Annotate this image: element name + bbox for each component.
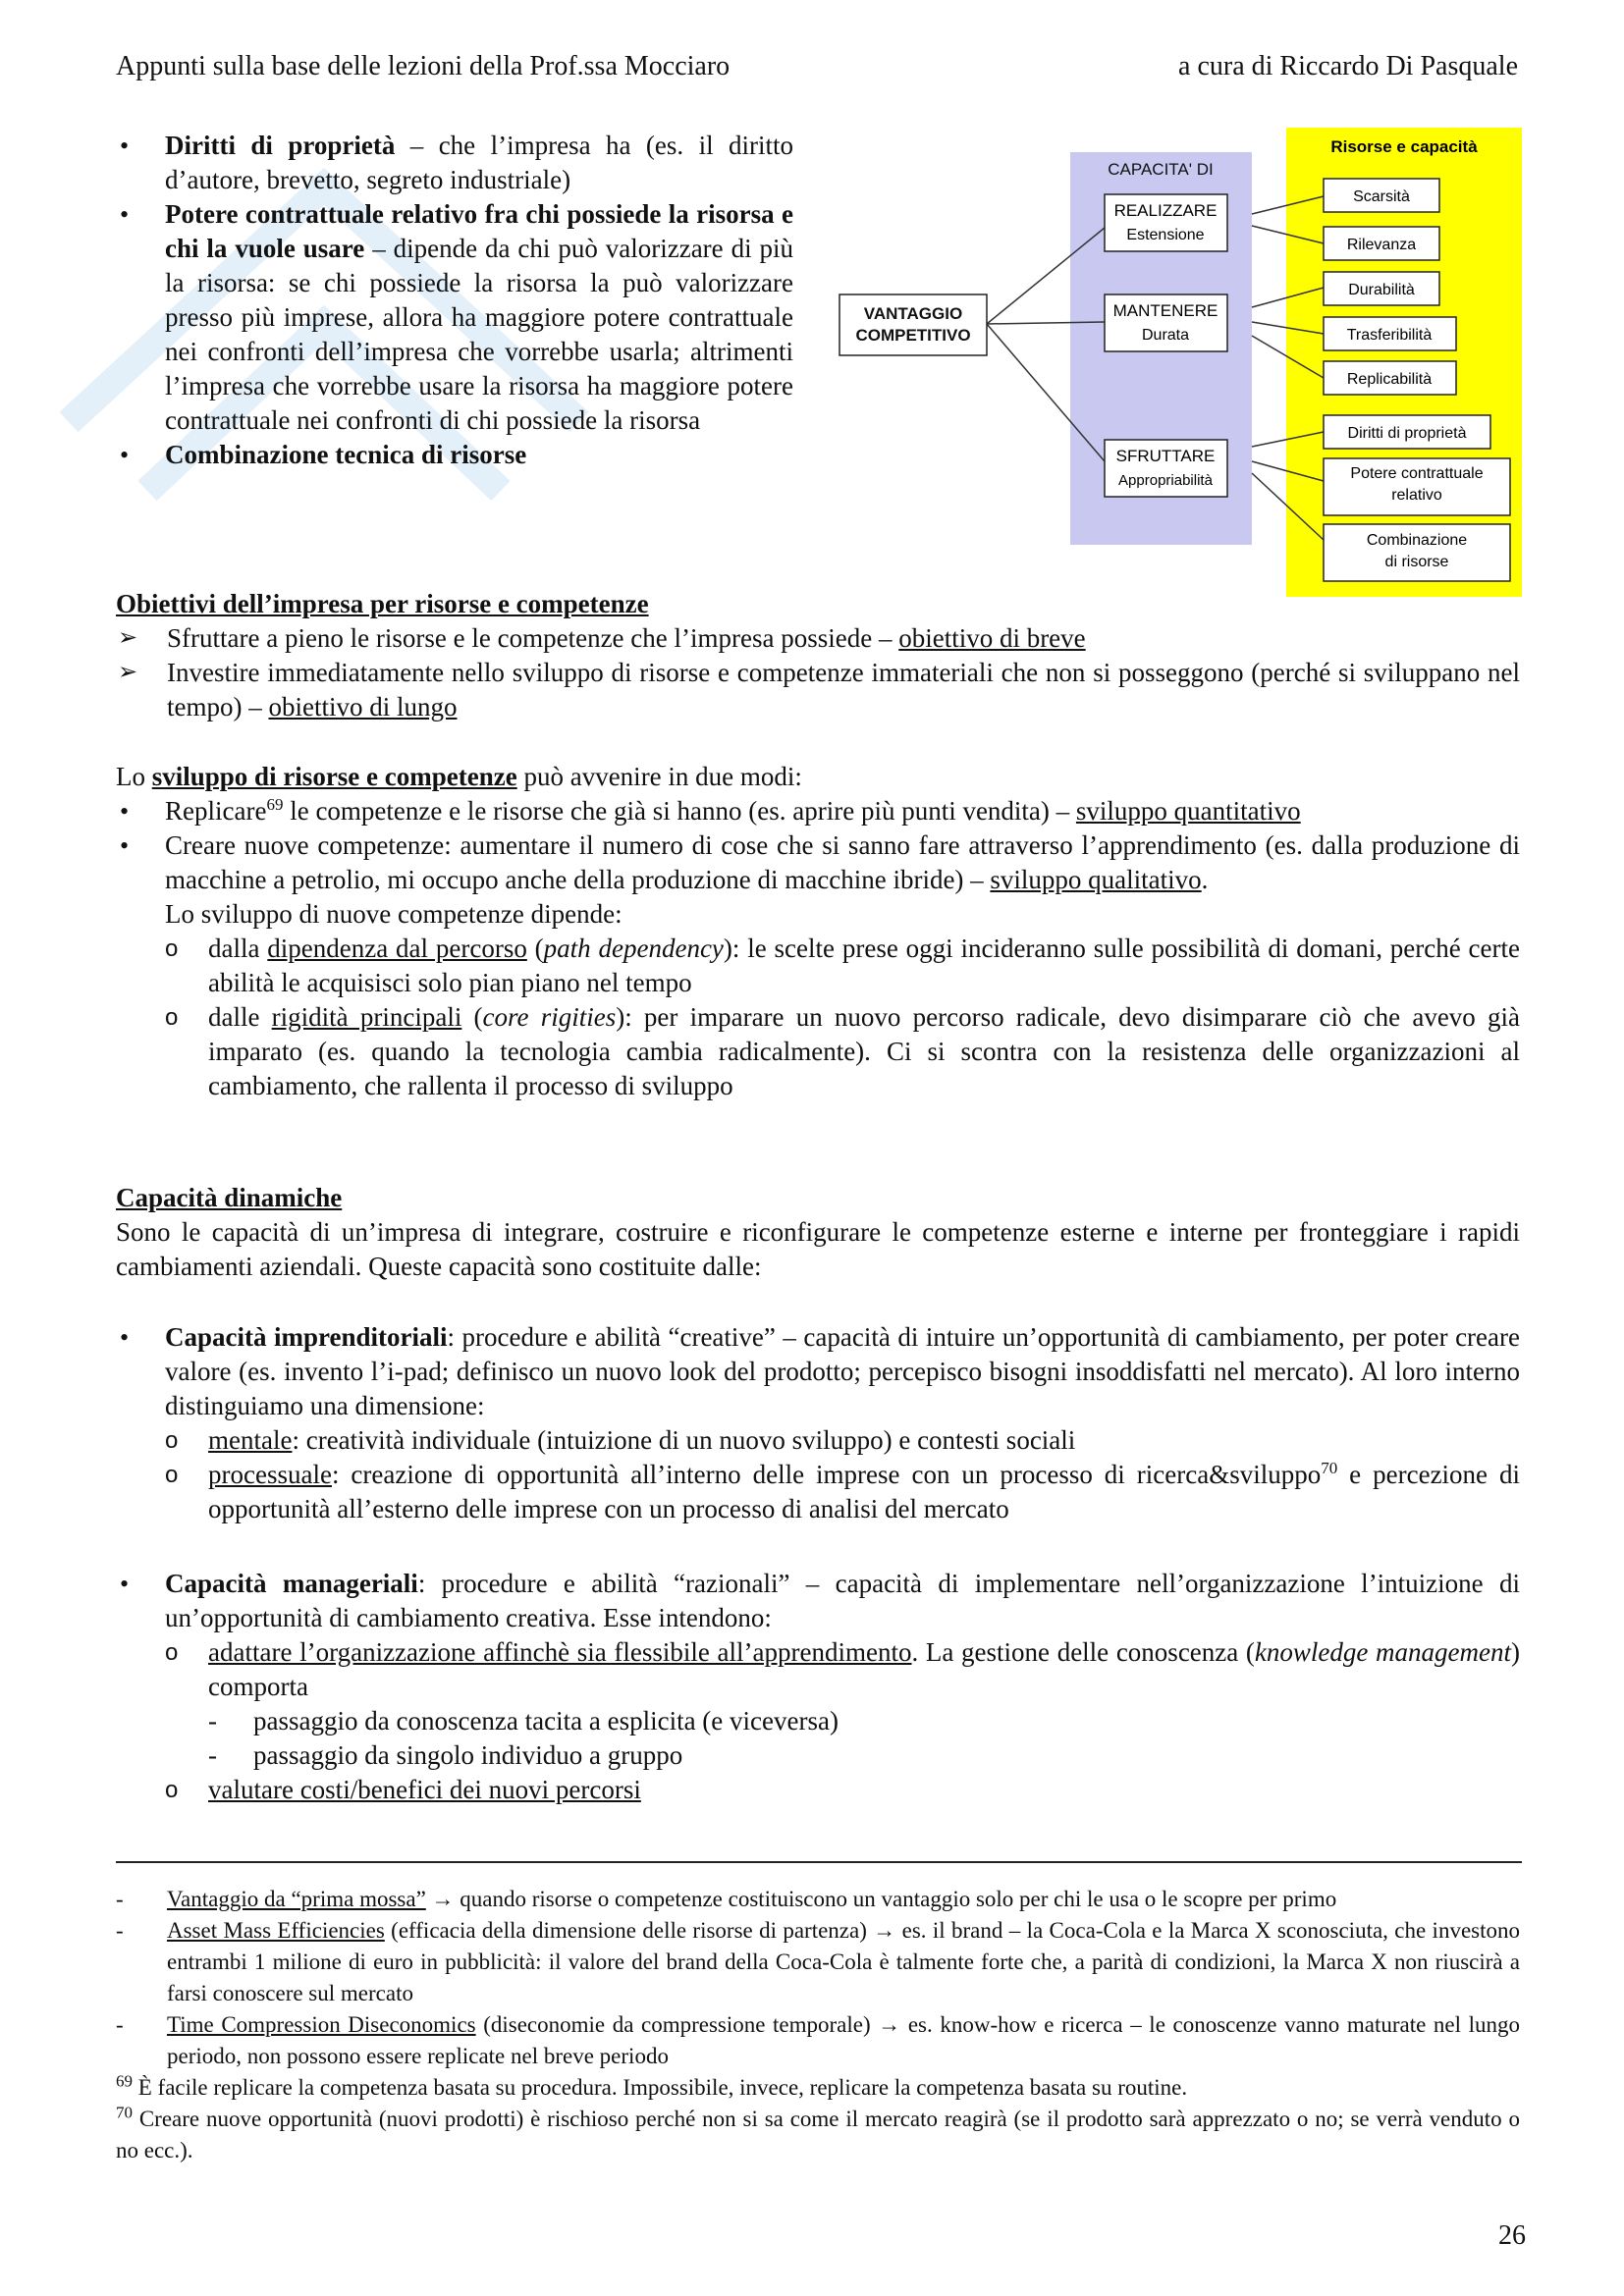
sub-list-item: o processuale: creazione di opportunità all’interno delle imprese con un processo di ricerca&sviluppo$^{70}$ e percezione di opportunità all’esterno delle imprese con un processo di analisi del mercato	[165, 1458, 1520, 1526]
list-item: • Combinazione tecnica di risorse	[116, 438, 793, 472]
footnote-rule	[116, 1861, 1522, 1863]
footnote-item: - Vantaggio da “prima mossa” → quando risorse o competenze costituiscono un vantaggio solo per chi le usa o le scopre per primo	[116, 1884, 1520, 1915]
risorsa-diritti: Diritti di proprietà	[1347, 425, 1467, 442]
footnote-69: $^{69}$ È facile replicare la competenza basata su procedura. Impossibile, invece, replicare la competenza basata su routine.	[116, 2071, 1188, 2100]
capacita-mantenere: MANTENERE	[1112, 301, 1218, 320]
list-item: • Capacità manageriali: procedure e abilità “razionali” – capacità di implementare nell’organizzazione l’intuizione di un’opportunità di cambiamento creativa. Esse intendono: o adattare l’organizzazione affinchè sia flessibile all’apprendimento. La gestione delle conoscenza (knowledge management) comporta - passaggio da conoscenza tacita a esplicita (e viceversa) - passaggio da singolo individuo a gruppo o valutare costi/benefici dei nuovi percorsi	[116, 1567, 1520, 1807]
sub-list-item: o mentale: creatività individuale (intuizione di un nuovo sviluppo) e contesti sociali	[165, 1423, 1520, 1458]
risorsa-combinazione: Combinazione di risorse	[1366, 532, 1468, 570]
arrow-icon: →	[878, 2012, 901, 2037]
capacita-realizzare-sub: Estensione	[1126, 227, 1205, 243]
list-item: • Capacità imprenditoriali: procedure e abilità “creative” – capacità di intuire un’opportunità di cambiamento, per poter creare valore (es. invento l’i-pad; definisco un nuovo look del prodotto; percepisco bisogni insoddisfatti nel mercato). Al loro interno distinguiamo una dimensione: o mentale: creatività individuale (intuizione di un nuovo sviluppo) e contesti sociali o processuale: creazione di opportunità all’interno delle imprese con un processo di ricerca&sviluppo$^{70}$ e percezione di opportunità all’esterno delle imprese con un processo di analisi del mercato	[116, 1320, 1520, 1526]
sub-list-item: o adattare l’organizzazione affinchè sia flessibile all’apprendimento. La gestione delle conoscenza (knowledge management) comporta - passaggio da conoscenza tacita a esplicita (e viceversa) - passaggio da singolo individuo a gruppo	[165, 1635, 1520, 1773]
dinamiche-section	[116, 1181, 1520, 1284]
risorsa-scarsita: Scarsità	[1353, 188, 1410, 205]
footnotes	[116, 1884, 1520, 2166]
capacita-sfruttare-sub: Appropriabilità	[1118, 472, 1213, 489]
obiettivi-section	[116, 587, 1520, 724]
manageriali-block	[116, 1567, 1520, 1807]
footnote-item: - Asset Mass Efficiencies (efficacia della dimensione delle risorse di partenza) → es. il brand – la Coca-Cola e la Marca X sconosciuta, che investono entrambi 1 milione di euro in pubblicità: il valore del brand della Coca-Cola è talmente forte che, a parità di condizioni, la Marca X non riuscirà a farsi conoscere sul mercato	[116, 1915, 1520, 2009]
risorsa-replicabilita: Replicabilità	[1346, 371, 1433, 388]
sviluppo-intro: Lo sviluppo di risorse e competenze può avvenire in due modi:	[116, 762, 802, 791]
capacita-sfruttare: SFRUTTARE	[1115, 447, 1216, 465]
imprenditoriali-block	[116, 1320, 1520, 1526]
dash-item: - passaggio da singolo individuo a gruppo	[208, 1738, 1520, 1773]
risorsa-rilevanza: Rilevanza	[1346, 237, 1417, 253]
list-item: • Potere contrattuale relativo fra chi possiede la risorsa e chi la vuole usare – dipende da chi può valorizzare di più la risorsa: se chi possiede la risorsa la può valorizzare presso più imprese, allora ha maggiore potere contrattuale nei confronti dell’impresa che vorrebbe usarla; altrimenti l’impresa che vorrebbe usare la risorsa ha maggiore potere contrattuale nei confronti di chi possiede la risorsa	[116, 197, 793, 438]
dinamiche-intro: Sono le capacità di un’impresa di integrare, costruire e riconfigurare le competenze esterne e interne per fronteggiare i rapidi cambiamenti aziendali. Queste capacità sono costituite dalle:	[116, 1217, 1520, 1281]
list-item: ➢ Investire immediatamente nello sviluppo di risorse e competenze immateriali che non si posseggono (perché si sviluppano nel tempo) – obiettivo di lungo	[116, 656, 1520, 724]
footnote-70: $^{70}$ Creare nuove opportunità (nuovi prodotti) è rischioso perché non si sa come il mercato reagirà (se il prodotto sarà apprezzato o no; se verrà venduto o no ecc.).	[116, 2103, 1520, 2163]
sviluppo-sub-intro: Lo sviluppo di nuove competenze dipende:	[165, 899, 623, 929]
sub-list-item: o dalle rigidità principali (core rigities): per imparare un nuovo percorso radicale, devo disimparare ciò che avevo già imparato (es. quando la tecnologia cambia radicalmente). Ci si scontra con la resistenza delle organizzazioni al cambiamento, che rallenta il processo di sviluppo	[165, 1000, 1520, 1103]
risorsa-durabilita: Durabilità	[1348, 282, 1415, 298]
list-item: ➢ Sfruttare a pieno le risorse e le competenze che l’impresa possiede – obiettivo di breve	[116, 621, 1520, 656]
sviluppo-section	[116, 760, 1520, 1103]
root-label: VANTAGGIO COMPETITIVO	[855, 304, 971, 345]
dash-item: - passaggio da conoscenza tacita a esplicita (e viceversa)	[208, 1704, 1520, 1738]
top-list	[116, 129, 793, 472]
risorsa-potere: Potere contrattuale relativo	[1350, 465, 1484, 504]
risorse-title: Risorse e capacità	[1330, 137, 1478, 156]
sub-list-item: o dalla dipendenza dal percorso (path dependency): le scelte prese oggi incideranno sulle possibilità di domani, perché certe abilità le acquisisci solo pian piano nel tempo	[165, 932, 1520, 1000]
capacita-realizzare: REALIZZARE	[1113, 201, 1218, 220]
dinamiche-title: Capacità dinamiche	[116, 1183, 343, 1212]
list-item: • Diritti di proprietà – che l’impresa ha (es. il diritto d’autore, brevetto, segreto industriale)	[116, 129, 793, 197]
header-right: a cura di Riccardo Di Pasquale	[1178, 51, 1518, 81]
list-item: • Replicare$^{69}$ le competenze e le risorse che già si hanno (es. aprire più punti vendita) – sviluppo quantitativo	[116, 794, 1520, 828]
sub-list-item: o valutare costi/benefici dei nuovi percorsi	[165, 1773, 1520, 1807]
obiettivi-title: Obiettivi dell’impresa per risorse e competenze	[116, 589, 649, 618]
risorsa-trasferibilita: Trasferibilità	[1346, 327, 1433, 344]
page-number: 26	[1498, 2220, 1526, 2251]
list-item: • Creare nuove competenze: aumentare il numero di cose che si sanno fare attraverso l’apprendimento (es. dalla produzione di macchine a petrolio, mi occupo anche della produzione di macchine ibride) – sviluppo qualitativo. Lo sviluppo di nuove competenze dipende: o dalla dipendenza dal percorso (path dependency): le scelte prese oggi incideranno sulle possibilità di domani, perché certe abilità le acquisisci solo pian piano nel tempo o dalle rigidità principali (core rigities): per imparare un nuovo percorso radicale, devo disimparare ciò che avevo già imparato (es. quando la tecnologia cambia radicalmente). Ci si scontra con la resistenza delle organizzazioni al cambiamento, che rallenta il processo di sviluppo	[116, 828, 1520, 1103]
arrow-icon: →	[431, 1887, 455, 1911]
capacita-title: CAPACITA' DI	[1108, 160, 1214, 179]
capacita-mantenere-sub: Durata	[1141, 327, 1190, 344]
header-left: Appunti sulla base delle lezioni della Prof.ssa Mocciaro	[116, 51, 731, 81]
arrow-icon: →	[873, 1918, 896, 1943]
footnote-item: - Time Compression Diseconomics (diseconomie da compressione temporale) → es. know-how e ricerca – le conoscenze vanno maturate nel lungo periodo, non possono essere replicate nel breve periodo	[116, 2009, 1520, 2072]
capabilities-diagram	[825, 128, 1522, 604]
